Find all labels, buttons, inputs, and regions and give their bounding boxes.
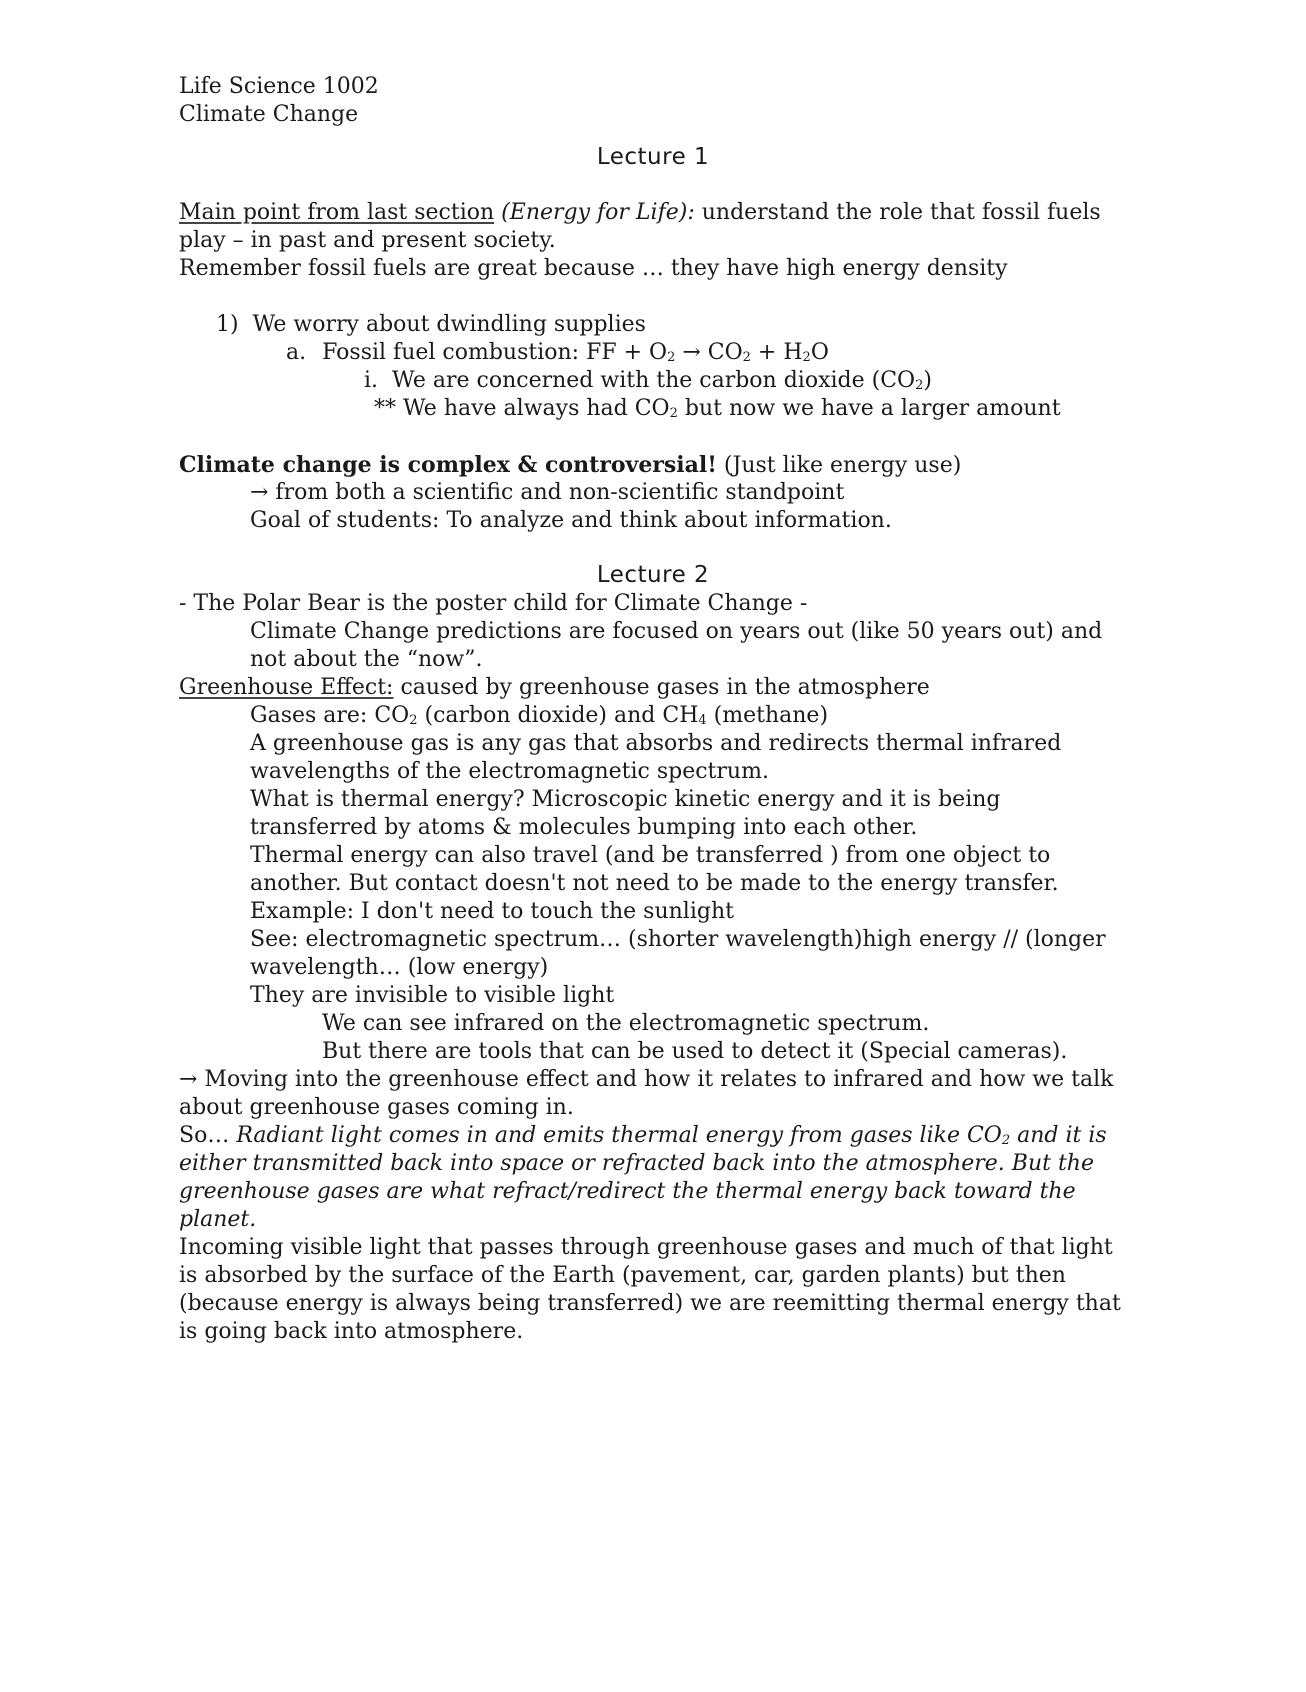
list-item-text: We worry about dwindling supplies: [252, 312, 646, 337]
example-line: Example: I don't need to touch the sunlight: [250, 899, 734, 924]
travel-line-1: Thermal energy can also travel (and be transferred ) from one object to: [250, 843, 1051, 868]
course-title: Life Science 1002: [179, 74, 379, 99]
remember-line: Remember fossil fuels are great because … they have high energy density: [179, 256, 1008, 281]
subscript: 2: [802, 350, 811, 365]
so-line-1: [179, 1121, 1107, 1151]
main-point-section: (Energy for Life):: [501, 200, 695, 225]
standpoint-line: → from both a scientific and non-scientific standpoint: [250, 480, 845, 505]
combustion-text: O: [810, 340, 829, 365]
infrared-line: We can see infrared on the electromagnetic spectrum.: [322, 1011, 930, 1036]
lecture-1-heading: Lecture 1: [596, 144, 710, 170]
see-line-2: wavelength… (low energy): [250, 955, 549, 980]
travel-line-2: another. But contact doesn't not need to be made to the energy transfer.: [250, 871, 1059, 896]
subscript: 2: [1001, 1133, 1011, 1148]
main-point-text-2: play – in past and present society.: [179, 228, 556, 253]
gases-line: [250, 701, 828, 731]
so-line-2: either transmitted back into space or refracted back into the atmosphere. But the: [179, 1151, 1094, 1176]
subscript: 2: [669, 406, 678, 421]
greenhouse-gas-line-2: wavelengths of the electromagnetic spectrum.: [250, 759, 769, 784]
thermal-line-1: What is thermal energy? Microscopic kinetic energy and it is being: [250, 787, 1001, 812]
moving-line-1: → Moving into the greenhouse effect and how it relates to infrared and how we talk: [179, 1067, 1114, 1092]
co2-concern-text: We are concerned with the carbon dioxide (CO: [392, 368, 916, 393]
see-line-1: See: electromagnetic spectrum… (shorter wavelength)high energy // (longer: [250, 927, 1106, 952]
polar-bear-line: - The Polar Bear is the poster child for Climate Change -: [179, 591, 808, 616]
list-marker: a.: [286, 340, 307, 365]
goal-line: Goal of students: To analyze and think about information.: [250, 508, 892, 533]
co2-concern-text: ): [923, 368, 932, 393]
subscript: 2: [915, 378, 924, 393]
incoming-line-3: (because energy is always being transferred) we are reemitting thermal energy that: [179, 1291, 1121, 1316]
subscript: 2: [742, 350, 751, 365]
tools-line: But there are tools that can be used to detect it (Special cameras).: [322, 1039, 1068, 1064]
list-item-i: [364, 366, 932, 396]
complex-rest: (Just like energy use): [716, 453, 962, 478]
gases-text: (methane): [706, 703, 829, 728]
thermal-line-2: transferred by atoms & molecules bumping into each other.: [250, 815, 918, 840]
main-point-text: understand the role that fossil fuels: [694, 200, 1101, 225]
note-line: [374, 394, 1061, 424]
list-marker: 1): [216, 312, 239, 337]
greenhouse-gas-line-1: A greenhouse gas is any gas that absorbs and redirects thermal infrared: [250, 731, 1062, 756]
note-text: but now we have a larger amount: [677, 396, 1061, 421]
topic-title: Climate Change: [179, 102, 359, 127]
main-point-label: Main point from last section: [179, 200, 495, 225]
so-prefix: So…: [179, 1123, 237, 1148]
incoming-line-1: Incoming visible light that passes through greenhouse gases and much of that light: [179, 1235, 1113, 1260]
so-italic-text: Radiant light comes in and emits thermal energy from gases like CO: [236, 1123, 1002, 1148]
so-italic-text: and it is: [1010, 1123, 1107, 1148]
so-line-3: greenhouse gases are what refract/redirect the thermal energy back toward the: [179, 1179, 1076, 1204]
list-item-1: [216, 310, 646, 340]
gases-text: Gases are: CO: [250, 703, 410, 728]
greenhouse-effect-label: Greenhouse Effect:: [179, 675, 394, 700]
combustion-text: Fossil fuel combustion: FF + O: [322, 340, 668, 365]
subscript: 2: [409, 713, 418, 728]
predictions-line-2: not about the “now”.: [250, 647, 483, 672]
combustion-arrow: → CO: [675, 340, 743, 365]
list-marker: i.: [364, 368, 379, 393]
combustion-text: + H: [750, 340, 803, 365]
lecture-2-heading: Lecture 2: [596, 562, 710, 588]
incoming-line-2: is absorbed by the surface of the Earth (pavement, car, garden plants) but then: [179, 1263, 1066, 1288]
invisible-line: They are invisible to visible light: [250, 983, 615, 1008]
subscript: 2: [667, 350, 676, 365]
greenhouse-effect-text: caused by greenhouse gases in the atmosphere: [393, 675, 930, 700]
note-text: ** We have always had CO: [374, 396, 670, 421]
moving-line-2: about greenhouse gases coming in.: [179, 1095, 574, 1120]
so-line-4: planet.: [179, 1207, 257, 1232]
main-point-line: [179, 198, 1101, 228]
complex-line: [179, 450, 961, 481]
incoming-line-4: is going back into atmosphere.: [179, 1319, 524, 1344]
list-item-a: [286, 338, 829, 368]
subscript: 4: [698, 713, 707, 728]
gases-text: (carbon dioxide) and CH: [417, 703, 699, 728]
greenhouse-effect-line: [179, 673, 930, 703]
predictions-line-1: Climate Change predictions are focused on years out (like 50 years out) and: [250, 619, 1103, 644]
complex-bold: Climate change is complex & controversial!: [179, 452, 717, 478]
